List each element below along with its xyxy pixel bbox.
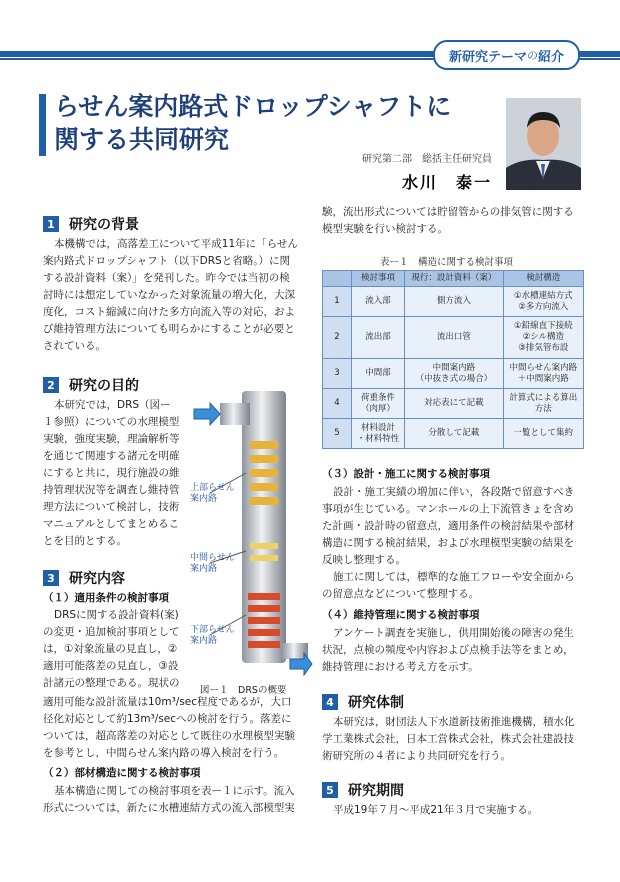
text-line: 本研究は，財団法人下水道新技術推進機構，積水化 bbox=[333, 716, 575, 728]
table-cell: 5 bbox=[323, 419, 352, 449]
label-middle-spiral bbox=[190, 553, 235, 575]
section-5-body bbox=[322, 802, 584, 819]
table-cell: 3 bbox=[323, 359, 352, 389]
tag-end: 紹介 bbox=[537, 49, 564, 65]
section-5-number: 5 bbox=[322, 782, 338, 798]
section-4-label: 研究体制 bbox=[348, 695, 404, 711]
subsection-2-body bbox=[43, 783, 307, 817]
text-line: 施工に関しては，標準的な施工フローや安全面から bbox=[333, 571, 575, 583]
text-line: とを目的とする。 bbox=[43, 535, 127, 547]
table-cell: 2 bbox=[323, 317, 352, 359]
label-upper-spiral bbox=[190, 483, 235, 505]
text-line: １参照）についての水理模型 bbox=[43, 416, 180, 428]
text-line: 本研究では，DRS（図ー bbox=[54, 399, 171, 411]
text-line: 討時には想定していなかった対象流量の増大化，大深 bbox=[43, 289, 295, 301]
text-line: の留意点などについて整理する。 bbox=[322, 588, 480, 600]
table-cell: 対応表にて記載 bbox=[405, 389, 504, 419]
table-row bbox=[323, 287, 584, 317]
text-line: マニュアルとしてまとめるこ bbox=[43, 518, 180, 530]
subsection-3-body bbox=[322, 484, 584, 603]
table-cell: ①鉛線直下接続 ②シル構造 ③排気管布設 bbox=[503, 317, 583, 359]
text-line: 構造に関する検討結果，および水理模型実験の結果を bbox=[322, 537, 574, 549]
section-3-label: 研究内容 bbox=[69, 571, 125, 587]
text-line: 持管理状況等を調査し維持管 bbox=[43, 484, 180, 496]
tag-small: の bbox=[526, 49, 538, 62]
text-line: 設計・施工実績の増加に伴い，各段階で留意すべき bbox=[333, 486, 575, 498]
text-line: 基本構造に関しての検討事項を表ー１に示す。流入 bbox=[54, 785, 295, 797]
table-cell: 一覧として集約 bbox=[503, 419, 583, 449]
label-lower-spiral bbox=[190, 625, 235, 647]
text-line: た計画・設計時の留意点，適用条件の検討結果や部材 bbox=[322, 520, 574, 532]
table-cell: 側方流入 bbox=[405, 287, 504, 317]
text-line: 状況，点検の頻度や内容および点検手法等をまとめ， bbox=[322, 644, 574, 656]
drs-figure bbox=[190, 383, 314, 683]
subsection-4-body bbox=[322, 625, 584, 676]
title-line-2: 関する共同研究 bbox=[54, 125, 230, 154]
table-header bbox=[323, 271, 352, 287]
section-1-header bbox=[43, 214, 139, 234]
subsection-4-title: （４）維持管理に関する検討事項 bbox=[322, 609, 480, 621]
text-line: の変更・追加検討事項として bbox=[43, 626, 180, 638]
section-2-header bbox=[43, 375, 139, 395]
subsection-2-title: （２）部材構造に関する検討事項 bbox=[43, 767, 201, 779]
text-line: されている。 bbox=[43, 340, 106, 352]
section-1-label: 研究の背景 bbox=[69, 217, 139, 233]
text-line: 適用可能な設計流量は10m³/sec程度であるが，大口 bbox=[43, 696, 292, 708]
table-cell: ①水槽連結方式 ②多方向流入 bbox=[503, 287, 583, 317]
table-cell: 計算式による算出 方法 bbox=[503, 389, 583, 419]
section-2-number: 2 bbox=[43, 377, 59, 393]
table-row bbox=[323, 317, 584, 359]
text-line: 形式については，新たに水槽連結方式の流入部模型実 bbox=[43, 802, 295, 814]
table-cell: 流出口管 bbox=[405, 317, 504, 359]
text-line: 模型実験を行い検討する。 bbox=[322, 223, 448, 235]
section-5-label: 研究期間 bbox=[348, 783, 404, 799]
label-line: 案内路 bbox=[190, 494, 218, 504]
table-cell: 1 bbox=[323, 287, 352, 317]
section-4-number: 4 bbox=[322, 694, 338, 710]
text-line: 理方法について検討し，技術 bbox=[43, 501, 180, 513]
table-cell: 分散して記載 bbox=[405, 419, 504, 449]
table-header-row bbox=[323, 271, 584, 287]
table-row bbox=[323, 389, 584, 419]
text-line: 本機構では，高落差工について平成11年に「らせん bbox=[54, 238, 298, 250]
text-line: 平成19年７月～平成21年３月で実施する。 bbox=[333, 804, 539, 816]
section-2-body bbox=[43, 397, 193, 550]
table-cell: 4 bbox=[323, 389, 352, 419]
table-header: 現行：設計資料（案） bbox=[405, 271, 504, 287]
table-caption: 表ー１ 構造に関する検討事項 bbox=[380, 257, 514, 268]
table-cell: 中間らせん案内路 ＋中間案内路 bbox=[503, 359, 583, 389]
structure-table bbox=[322, 270, 584, 449]
text-line: アンケート調査を実施し，供用開始後の障害の発生 bbox=[333, 627, 574, 639]
author-department: 研究第二部 総括主任研究員 bbox=[362, 154, 492, 165]
table-row bbox=[323, 419, 584, 449]
text-line: 適用可能落差の見直し，③設 bbox=[43, 660, 179, 672]
section-3-header bbox=[43, 568, 125, 588]
text-line: DRSに関する設計資料(案) bbox=[54, 609, 179, 621]
title-line-1: らせん案内路式ドロップシャフトに bbox=[54, 92, 452, 121]
text-line: を参考とし，中間らせん案内路の導入検討を行う。 bbox=[43, 747, 285, 759]
section-tag bbox=[433, 40, 580, 70]
text-line: 案内路式ドロップシャフト（以下DRSと省略。）に関 bbox=[43, 255, 290, 267]
subsection-3-title: （３）設計・施工に関する検討事項 bbox=[322, 468, 490, 480]
text-line: 度化，コスト縮減に向けた多方向流入等の対応，およ bbox=[43, 306, 295, 318]
section-4-body bbox=[322, 714, 584, 765]
author-photo bbox=[506, 98, 581, 190]
subsection-1-body-narrow bbox=[43, 607, 193, 692]
text-line: 計諸元の整理である。現状の bbox=[43, 677, 180, 689]
table-row bbox=[323, 359, 584, 389]
text-line: 学工業株式会社，日本工営株式会社，株式会社建設技 bbox=[322, 733, 574, 745]
subsection-1-body-wide bbox=[43, 694, 307, 762]
text-line: 事項が生じている。マンホールの上下流管きょを含め bbox=[322, 503, 574, 515]
figure-caption: 図ー１ DRSの概要 bbox=[200, 685, 287, 696]
text-line: は，①対象流量の見直し，② bbox=[43, 643, 178, 655]
table-cell: 材料設計 ・材料特性 bbox=[352, 419, 405, 449]
table-cell: 流入部 bbox=[352, 287, 405, 317]
text-line: する設計資料（案）」を発刊した。昨今では当初の検 bbox=[43, 272, 290, 284]
section-4-header bbox=[322, 692, 404, 712]
author-name: 水川 泰一 bbox=[402, 173, 493, 192]
right-top-body bbox=[322, 204, 584, 238]
text-line: ついては，超高落差の対応として既往の水理模型実験 bbox=[43, 730, 295, 742]
page-title bbox=[54, 90, 451, 156]
text-line: 実験，強度実験，理論解析等 bbox=[43, 433, 180, 445]
table-cell: 荷重条件 （肉厚） bbox=[352, 389, 405, 419]
text-line: 験，流出形式については貯留管からの排気管に関する bbox=[322, 206, 574, 218]
text-line: 術研究所の４者により共同研究を行う。 bbox=[322, 750, 511, 762]
label-line: 中間らせん bbox=[190, 553, 235, 563]
section-3-number: 3 bbox=[43, 570, 59, 586]
section-5-header bbox=[322, 780, 404, 800]
label-line: 案内路 bbox=[190, 564, 218, 574]
section-1-number: 1 bbox=[43, 216, 59, 232]
table-cell: 流出部 bbox=[352, 317, 405, 359]
text-line: 維持管理における考え方を示す。 bbox=[322, 661, 479, 673]
text-line: にすると共に，現行施設の維 bbox=[43, 467, 180, 479]
text-line: び維持管理方法についても明らかにすることが必要と bbox=[43, 323, 295, 335]
table-header: 検討事項 bbox=[352, 271, 405, 287]
section-2-label: 研究の目的 bbox=[69, 378, 139, 394]
table-cell: 中間部 bbox=[352, 359, 405, 389]
label-line: 下部らせん bbox=[190, 625, 235, 635]
table-header: 検討構造 bbox=[503, 271, 583, 287]
label-line: 上部らせん bbox=[190, 483, 235, 493]
text-line: 径化対応として約13m³/secへの検討を行う。落差に bbox=[43, 713, 292, 725]
tag-main: 新研究テーマ bbox=[448, 49, 527, 65]
text-line: を通じて関連する諸元を明確 bbox=[43, 450, 180, 462]
section-1-body bbox=[43, 236, 307, 355]
label-line: 案内路 bbox=[190, 636, 218, 646]
table-cell: 中間案内路 （中抜き式の場合） bbox=[405, 359, 504, 389]
subsection-1-title: （１）適用条件の検討事項 bbox=[43, 592, 169, 604]
text-line: 反映し整理する。 bbox=[322, 554, 406, 566]
title-accent-bar bbox=[39, 94, 46, 156]
